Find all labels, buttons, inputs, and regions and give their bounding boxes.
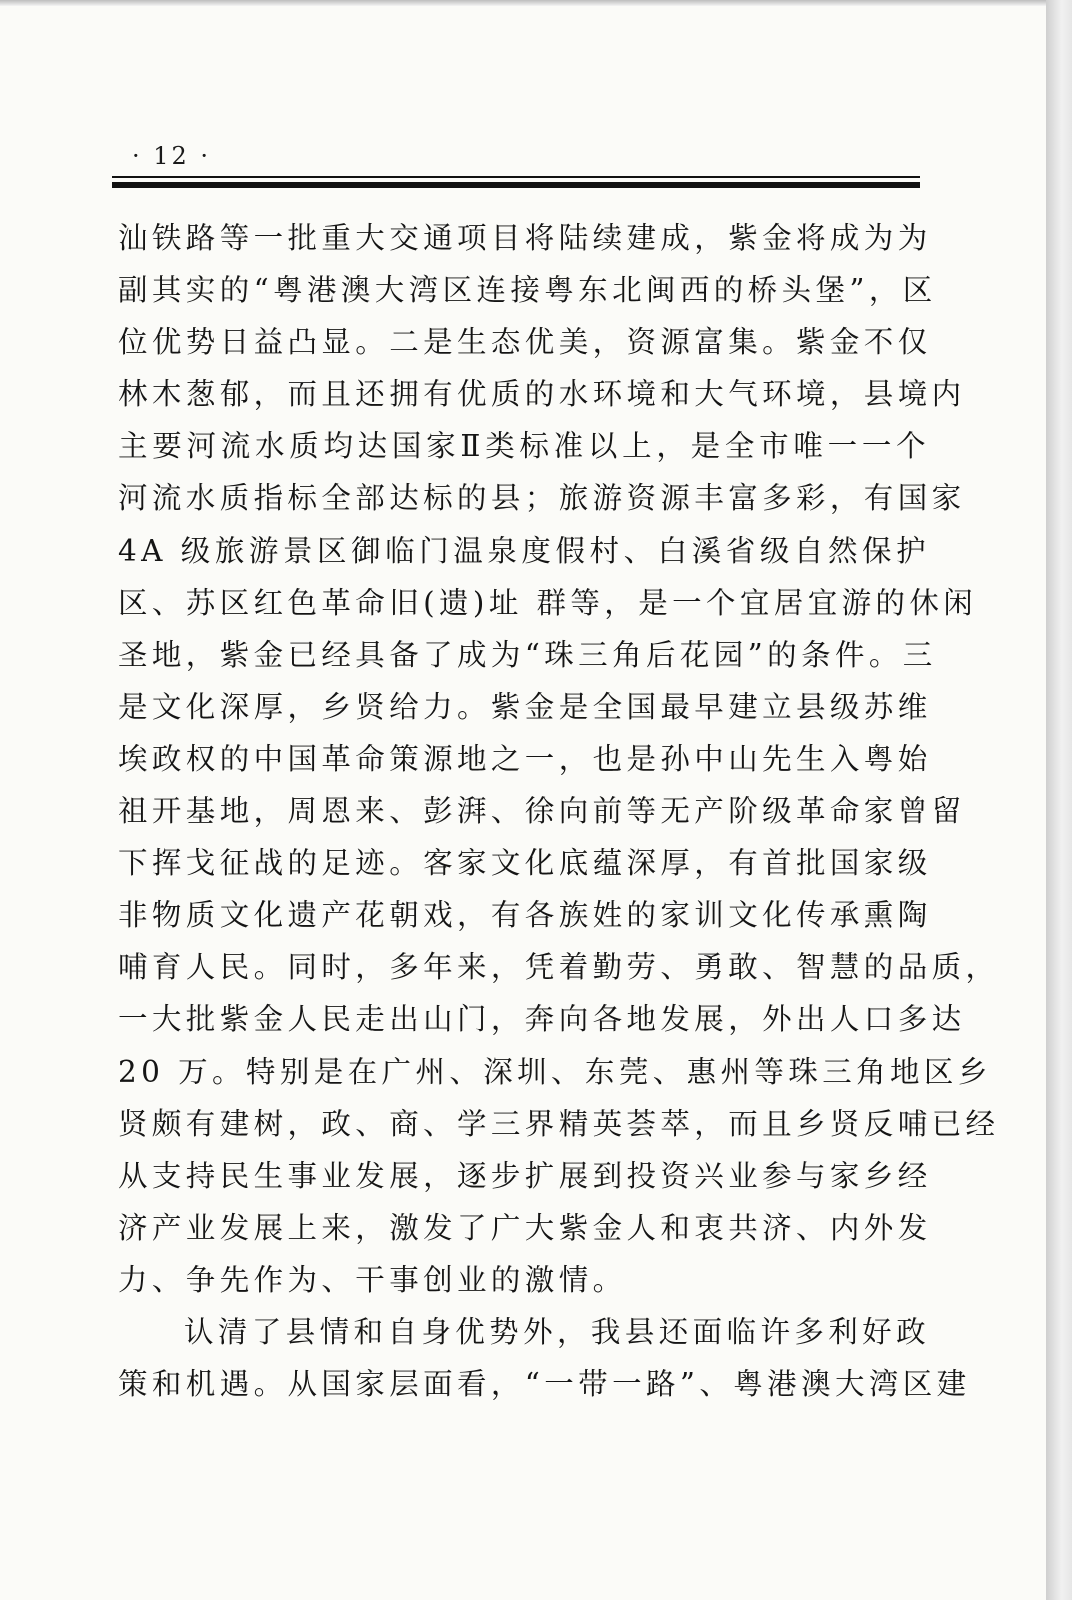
text-line: 认清了县情和自身优势外，我县还面临许多利好政 [184, 1315, 930, 1349]
text-line: 位优势日益凸显。二是生态优美，资源富集。紫金不仅 [118, 325, 932, 360]
text-line: 是文化深厚，乡贤给力。紫金是全国最早建立县级苏维 [118, 689, 932, 724]
text-line: 祖开基地，周恩来、彭湃、徐向前等无产阶级革命家曾留 [118, 794, 966, 829]
header-thin-rule [112, 176, 920, 178]
text-line: 济产业发展上来，激发了广大紫金人和衷共济、内外发 [118, 1210, 932, 1245]
text-line: 从支持民生事业发展，逐步扩展到投资兴业参与家乡经 [118, 1158, 932, 1193]
body-paragraph-1 [118, 212, 1000, 1306]
text-line: 哺育人民。同时，多年来，凭着勤劳、勇敢、智慧的品质， [118, 950, 1000, 985]
text-line: 林木葱郁，而且还拥有优质的水环境和大气环境，县境内 [118, 377, 966, 412]
text-line: 下挥戈征战的足迹。客家文化底蕴深厚，有首批国家级 [118, 846, 932, 881]
text-line: 圣地，紫金已经具备了成为“珠三角后花园”的条件。三 [118, 637, 937, 672]
body-paragraph-2 [118, 1306, 971, 1410]
text-line: 一大批紫金人民走出山门，奔向各地发展，外出人口多达 [118, 1002, 966, 1037]
page-number: · 12 · [132, 142, 212, 170]
text-line: 埃政权的中国革命策源地之一，也是孙中山先生入粤始 [118, 741, 932, 776]
text-line: 河流水质指标全部达标的县；旅游资源丰富多彩，有国家 [118, 481, 966, 516]
text-line: 区、苏区红色革命旧(遗)址 群等，是一个宜居宜游的休闲 [118, 585, 978, 620]
text-line: 贤颇有建树，政、商、学三界精英荟萃，而且乡贤反哺已经 [118, 1106, 1000, 1141]
text-line: 汕铁路等一批重大交通项目将陆续建成，紫金将成为为 [118, 221, 932, 255]
header-thick-rule [112, 182, 920, 188]
text-line: 策和机遇。从国家层面看，“一带一路”、粤港澳大湾区建 [118, 1367, 971, 1402]
text-line: 主要河流水质均达国家Ⅱ类标准以上，是全市唯一一个 [118, 429, 930, 464]
text-line: 副其实的“粤港澳大湾区连接粤东北闽西的桥头堡”，区 [118, 273, 937, 308]
scan-top-border [0, 0, 1046, 6]
text-line: 20 万。特别是在广州、深圳、东莞、惠州等珠三角地区乡 [118, 1054, 992, 1089]
page-edge-shadow [1046, 0, 1072, 1600]
text-line: 非物质文化遗产花朝戏，有各族姓的家训文化传承熏陶 [118, 898, 932, 933]
text-line: 4A 级旅游景区御临门温泉度假村、白溪省级自然保护 [118, 533, 930, 568]
text-line: 力、争先作为、干事创业的激情。 [118, 1262, 627, 1297]
